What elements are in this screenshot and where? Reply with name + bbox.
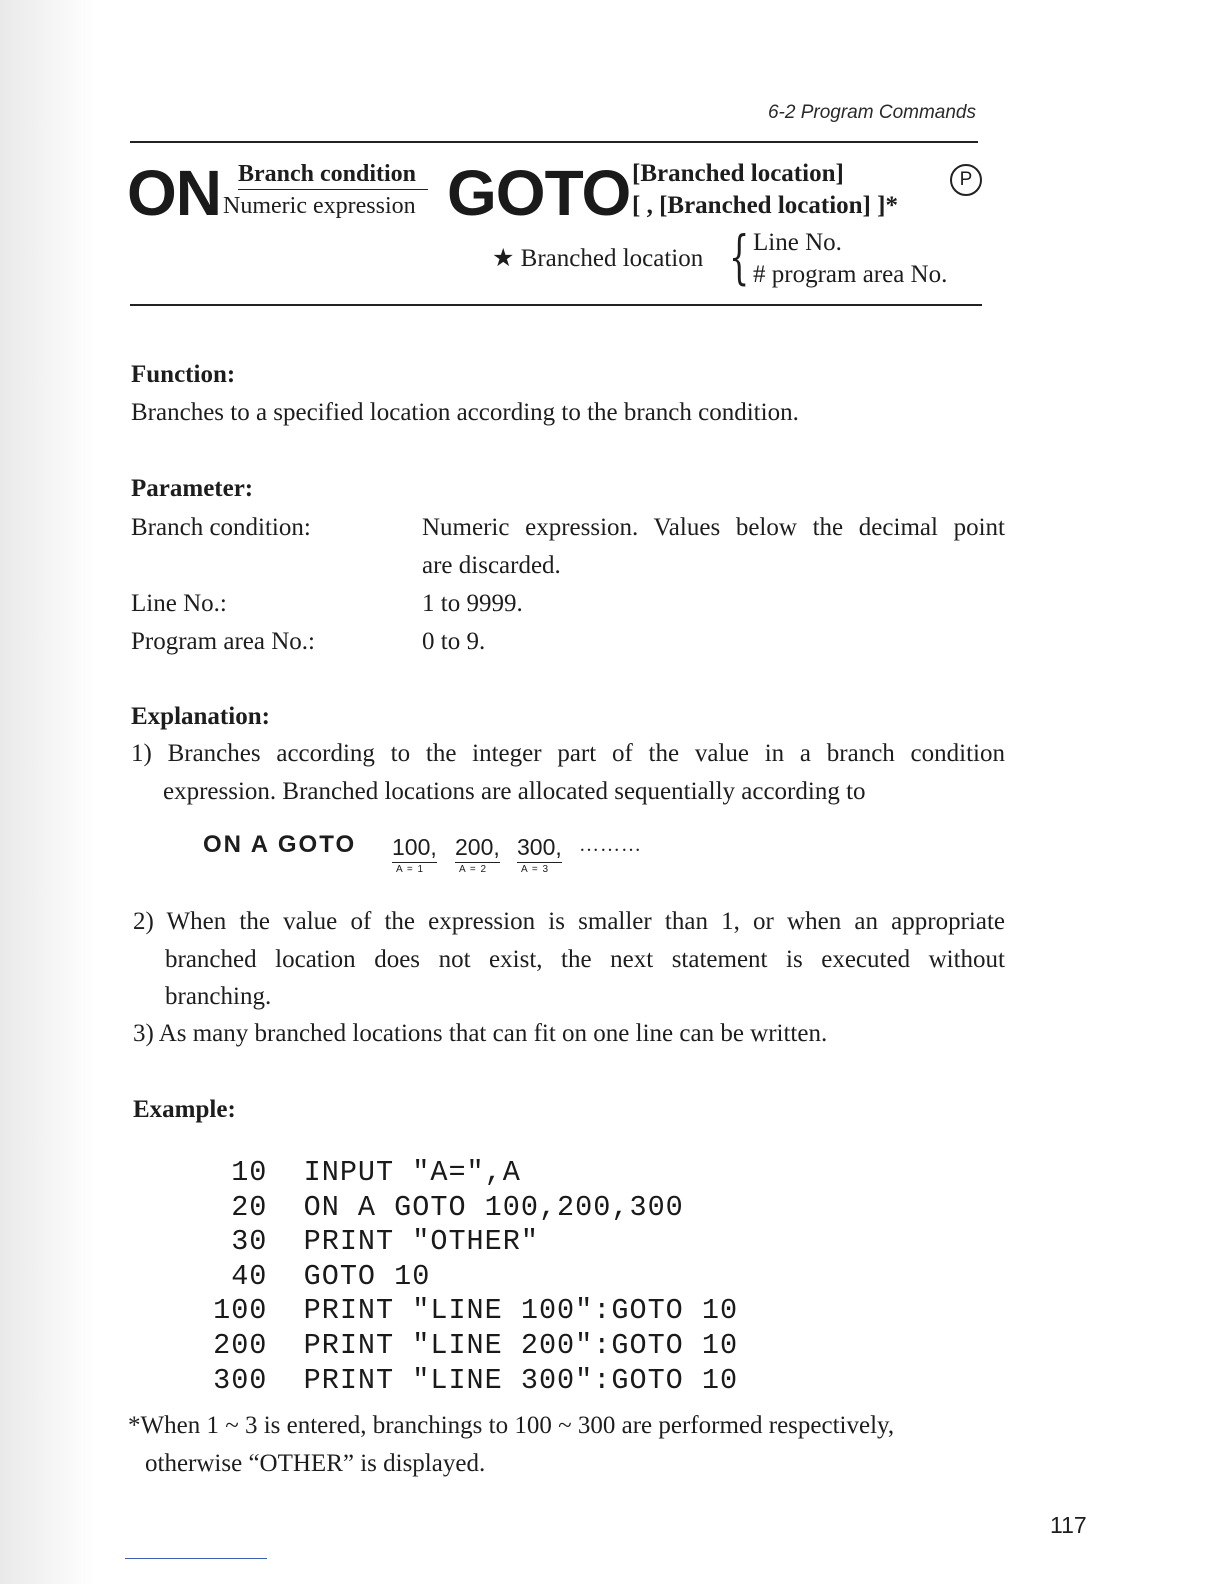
explanation-item-1: 1) Branches according to the integer part of the value in a branch condition [131, 740, 1005, 767]
explanation-item-1-cont: expression. Branched locations are allocated sequentially according to [163, 778, 866, 805]
keyword-on: ON [127, 157, 221, 229]
page-number: 117 [1050, 1512, 1087, 1538]
example-note-cont: otherwise “OTHER” is displayed. [145, 1450, 486, 1477]
param-label-program-area: Program area No.: [131, 628, 315, 655]
goto-diagram-target [455, 834, 500, 861]
function-text: Branches to a specified location according to the branch condition. [131, 399, 799, 426]
code-line: 20 ON A GOTO 100,200,300 [195, 1190, 684, 1224]
note-option-program-area: # program area No. [753, 261, 948, 288]
code-line: 100 PRINT "LINE 100":GOTO 10 [195, 1294, 739, 1328]
param-value-program-area: 0 to 9. [422, 628, 486, 655]
running-header: 6-2 Program Commands [767, 102, 976, 123]
branched-location-repeat: [ , [Branched location] ]* [632, 192, 898, 219]
program-mode-icon: P [950, 164, 982, 196]
explanation-item-2-cont: branched location does not exist, the next statement is executed without [165, 946, 1005, 973]
goto-diagram-prefix: ON A GOTO [203, 831, 357, 858]
keyword-goto: GOTO [447, 157, 631, 229]
footer-rule [125, 1558, 267, 1559]
note-option-line-no: Line No. [753, 229, 842, 256]
goto-target-100: 100, [392, 834, 437, 863]
code-line: 300 PRINT "LINE 300":GOTO 10 [195, 1363, 739, 1397]
explanation-item-2-end: branching. [165, 983, 272, 1010]
explanation-heading: Explanation: [131, 703, 270, 730]
goto-target-300: 300, [517, 834, 562, 863]
code-line: 200 PRINT "LINE 200":GOTO 10 [195, 1328, 739, 1362]
goto-label-a2: A = 2 [459, 864, 488, 875]
syntax-box [0, 0, 1224, 320]
branched-location-note: ★ Branched location [492, 245, 704, 272]
bottom-rule [130, 304, 982, 306]
goto-label-a3: A = 3 [521, 864, 550, 875]
branched-location-first: [Branched location] [632, 160, 844, 187]
param-value-branch-condition: Numeric expression. Values below the decimal point [422, 514, 1005, 541]
example-heading: Example: [133, 1096, 236, 1123]
branch-condition-label: Branch condition [238, 161, 417, 187]
param-value-line-no: 1 to 9999. [422, 590, 523, 617]
example-note: *When 1 ~ 3 is entered, branchings to 100 ~ 300 are performed respectively, [128, 1412, 895, 1439]
param-value-branch-condition-cont: are discarded. [422, 552, 561, 579]
param-label-line-no: Line No.: [131, 590, 227, 617]
fraction-bar [238, 189, 428, 190]
goto-ellipsis: ……… [579, 834, 642, 856]
code-line: 40 GOTO 10 [195, 1259, 431, 1293]
param-label-branch-condition: Branch condition: [131, 514, 311, 541]
example-code-listing [195, 1156, 738, 1398]
explanation-item-2: 2) When the value of the expression is smaller than 1, or when an appropriate [133, 908, 1005, 935]
goto-diagram-target [517, 834, 562, 861]
goto-diagram-target [392, 834, 437, 861]
left-brace-icon: { [729, 223, 750, 291]
numeric-expression-label: Numeric expression [223, 193, 416, 219]
explanation-item-3: 3) As many branched locations that can fit on one line can be written. [133, 1020, 828, 1047]
code-line: 10 INPUT "A=",A [195, 1156, 521, 1189]
goto-target-200: 200, [455, 834, 500, 863]
function-heading: Function: [131, 361, 236, 388]
parameter-heading: Parameter: [131, 475, 254, 502]
code-line: 30 PRINT "OTHER" [195, 1225, 539, 1259]
goto-label-a1: A = 1 [396, 864, 425, 875]
